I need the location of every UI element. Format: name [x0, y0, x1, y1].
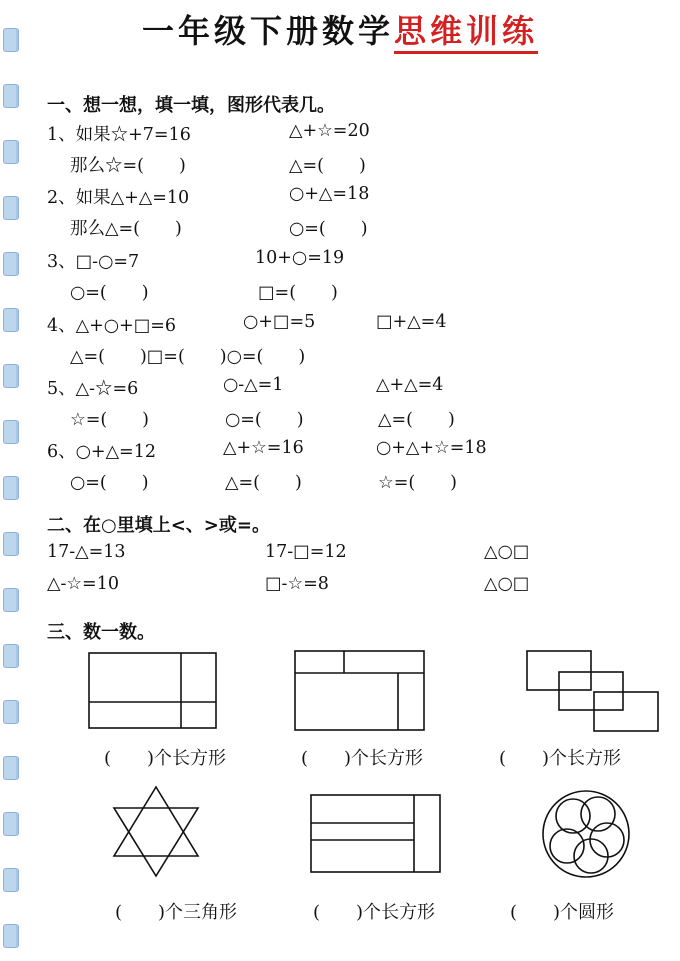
- q6-line-b: △+☆=16: [223, 438, 304, 458]
- figure-rectangles-1: [88, 652, 218, 730]
- q1-answer-c: 那么☆=( ): [70, 156, 186, 176]
- count-caption-5: ( )个长方形: [313, 902, 436, 923]
- binding-ring: [3, 140, 19, 164]
- binding-ring: [3, 644, 19, 668]
- compare-r2-c3: △○□: [484, 574, 530, 594]
- section-2-heading: 二、在○里填上<、>或=。: [47, 515, 270, 536]
- q4-answer-d: △=( )□=( )○=( ): [70, 347, 306, 367]
- compare-r1-c1: 17-△=13: [47, 542, 126, 562]
- count-caption-2: ( )个长方形: [301, 748, 424, 769]
- figure-rectangles-5: [310, 794, 442, 874]
- q4-line-a: 4、△+○+□=6: [47, 316, 177, 336]
- count-caption-3: ( )个长方形: [499, 748, 622, 769]
- q1-answer-d: △=( ): [289, 156, 366, 176]
- compare-r1-c3: △○□: [484, 542, 530, 562]
- compare-r1-c2: 17-□=12: [265, 542, 347, 562]
- count-caption-6: ( )个圆形: [510, 902, 615, 923]
- figure-rectangles-3: [524, 648, 662, 734]
- binding-ring: [3, 252, 19, 276]
- binding-ring: [3, 420, 19, 444]
- q5-line-c: △+△=4: [376, 375, 444, 395]
- q6-line-c: ○+△+☆=18: [376, 438, 487, 458]
- q1-line-b: △+☆=20: [289, 121, 370, 141]
- q4-line-c: □+△=4: [376, 312, 447, 332]
- spiral-binding: [0, 0, 22, 961]
- q3-answer-d: □=( ): [258, 283, 338, 303]
- binding-ring: [3, 308, 19, 332]
- figure-circles: [540, 786, 632, 882]
- count-caption-4: ( )个三角形: [115, 902, 238, 923]
- q6-answer-e: △=( ): [225, 473, 302, 493]
- count-caption-1: ( )个长方形: [104, 748, 227, 769]
- binding-ring: [3, 588, 19, 612]
- q5-answer-e: ○=( ): [225, 410, 304, 430]
- binding-ring: [3, 924, 19, 948]
- title-main: 一年级下册数学: [141, 12, 394, 50]
- section-1-heading: 一、想一想，填一填，图形代表几。: [47, 95, 335, 116]
- section-3-heading: 三、数一数。: [47, 622, 155, 643]
- q3-line-a: 3、□-○=7: [47, 252, 140, 272]
- q3-line-b: 10+○=19: [255, 248, 345, 268]
- binding-ring: [3, 756, 19, 780]
- compare-r2-c1: △-☆=10: [47, 574, 119, 594]
- binding-ring: [3, 868, 19, 892]
- q5-answer-f: △=( ): [378, 410, 455, 430]
- binding-ring: [3, 476, 19, 500]
- title-highlight: 思维训练: [394, 12, 538, 54]
- q1-line-a: 1、如果☆+7=16: [47, 125, 191, 145]
- binding-ring: [3, 196, 19, 220]
- figure-rectangles-2: [294, 650, 426, 732]
- q4-line-b: ○+□=5: [243, 312, 316, 332]
- q2-line-a: 2、如果△+△=10: [47, 188, 190, 208]
- q5-line-b: ○-△=1: [223, 375, 284, 395]
- q2-answer-c: 那么△=( ): [70, 219, 182, 239]
- q6-answer-f: ☆=( ): [378, 473, 458, 493]
- binding-ring: [3, 532, 19, 556]
- q2-answer-d: ○=( ): [289, 219, 368, 239]
- q5-answer-d: ☆=( ): [70, 410, 150, 430]
- q6-line-a: 6、○+△=12: [47, 442, 156, 462]
- q3-answer-c: ○=( ): [70, 283, 149, 303]
- q5-line-a: 5、△-☆=6: [47, 379, 139, 399]
- compare-r2-c2: □-☆=8: [265, 574, 329, 594]
- q6-answer-d: ○=( ): [70, 473, 149, 493]
- figure-triangles: [110, 784, 202, 880]
- binding-ring: [3, 84, 19, 108]
- binding-ring: [3, 812, 19, 836]
- q2-line-b: ○+△=18: [289, 184, 370, 204]
- binding-ring: [3, 364, 19, 388]
- binding-ring: [3, 700, 19, 724]
- page-title: [0, 6, 680, 52]
